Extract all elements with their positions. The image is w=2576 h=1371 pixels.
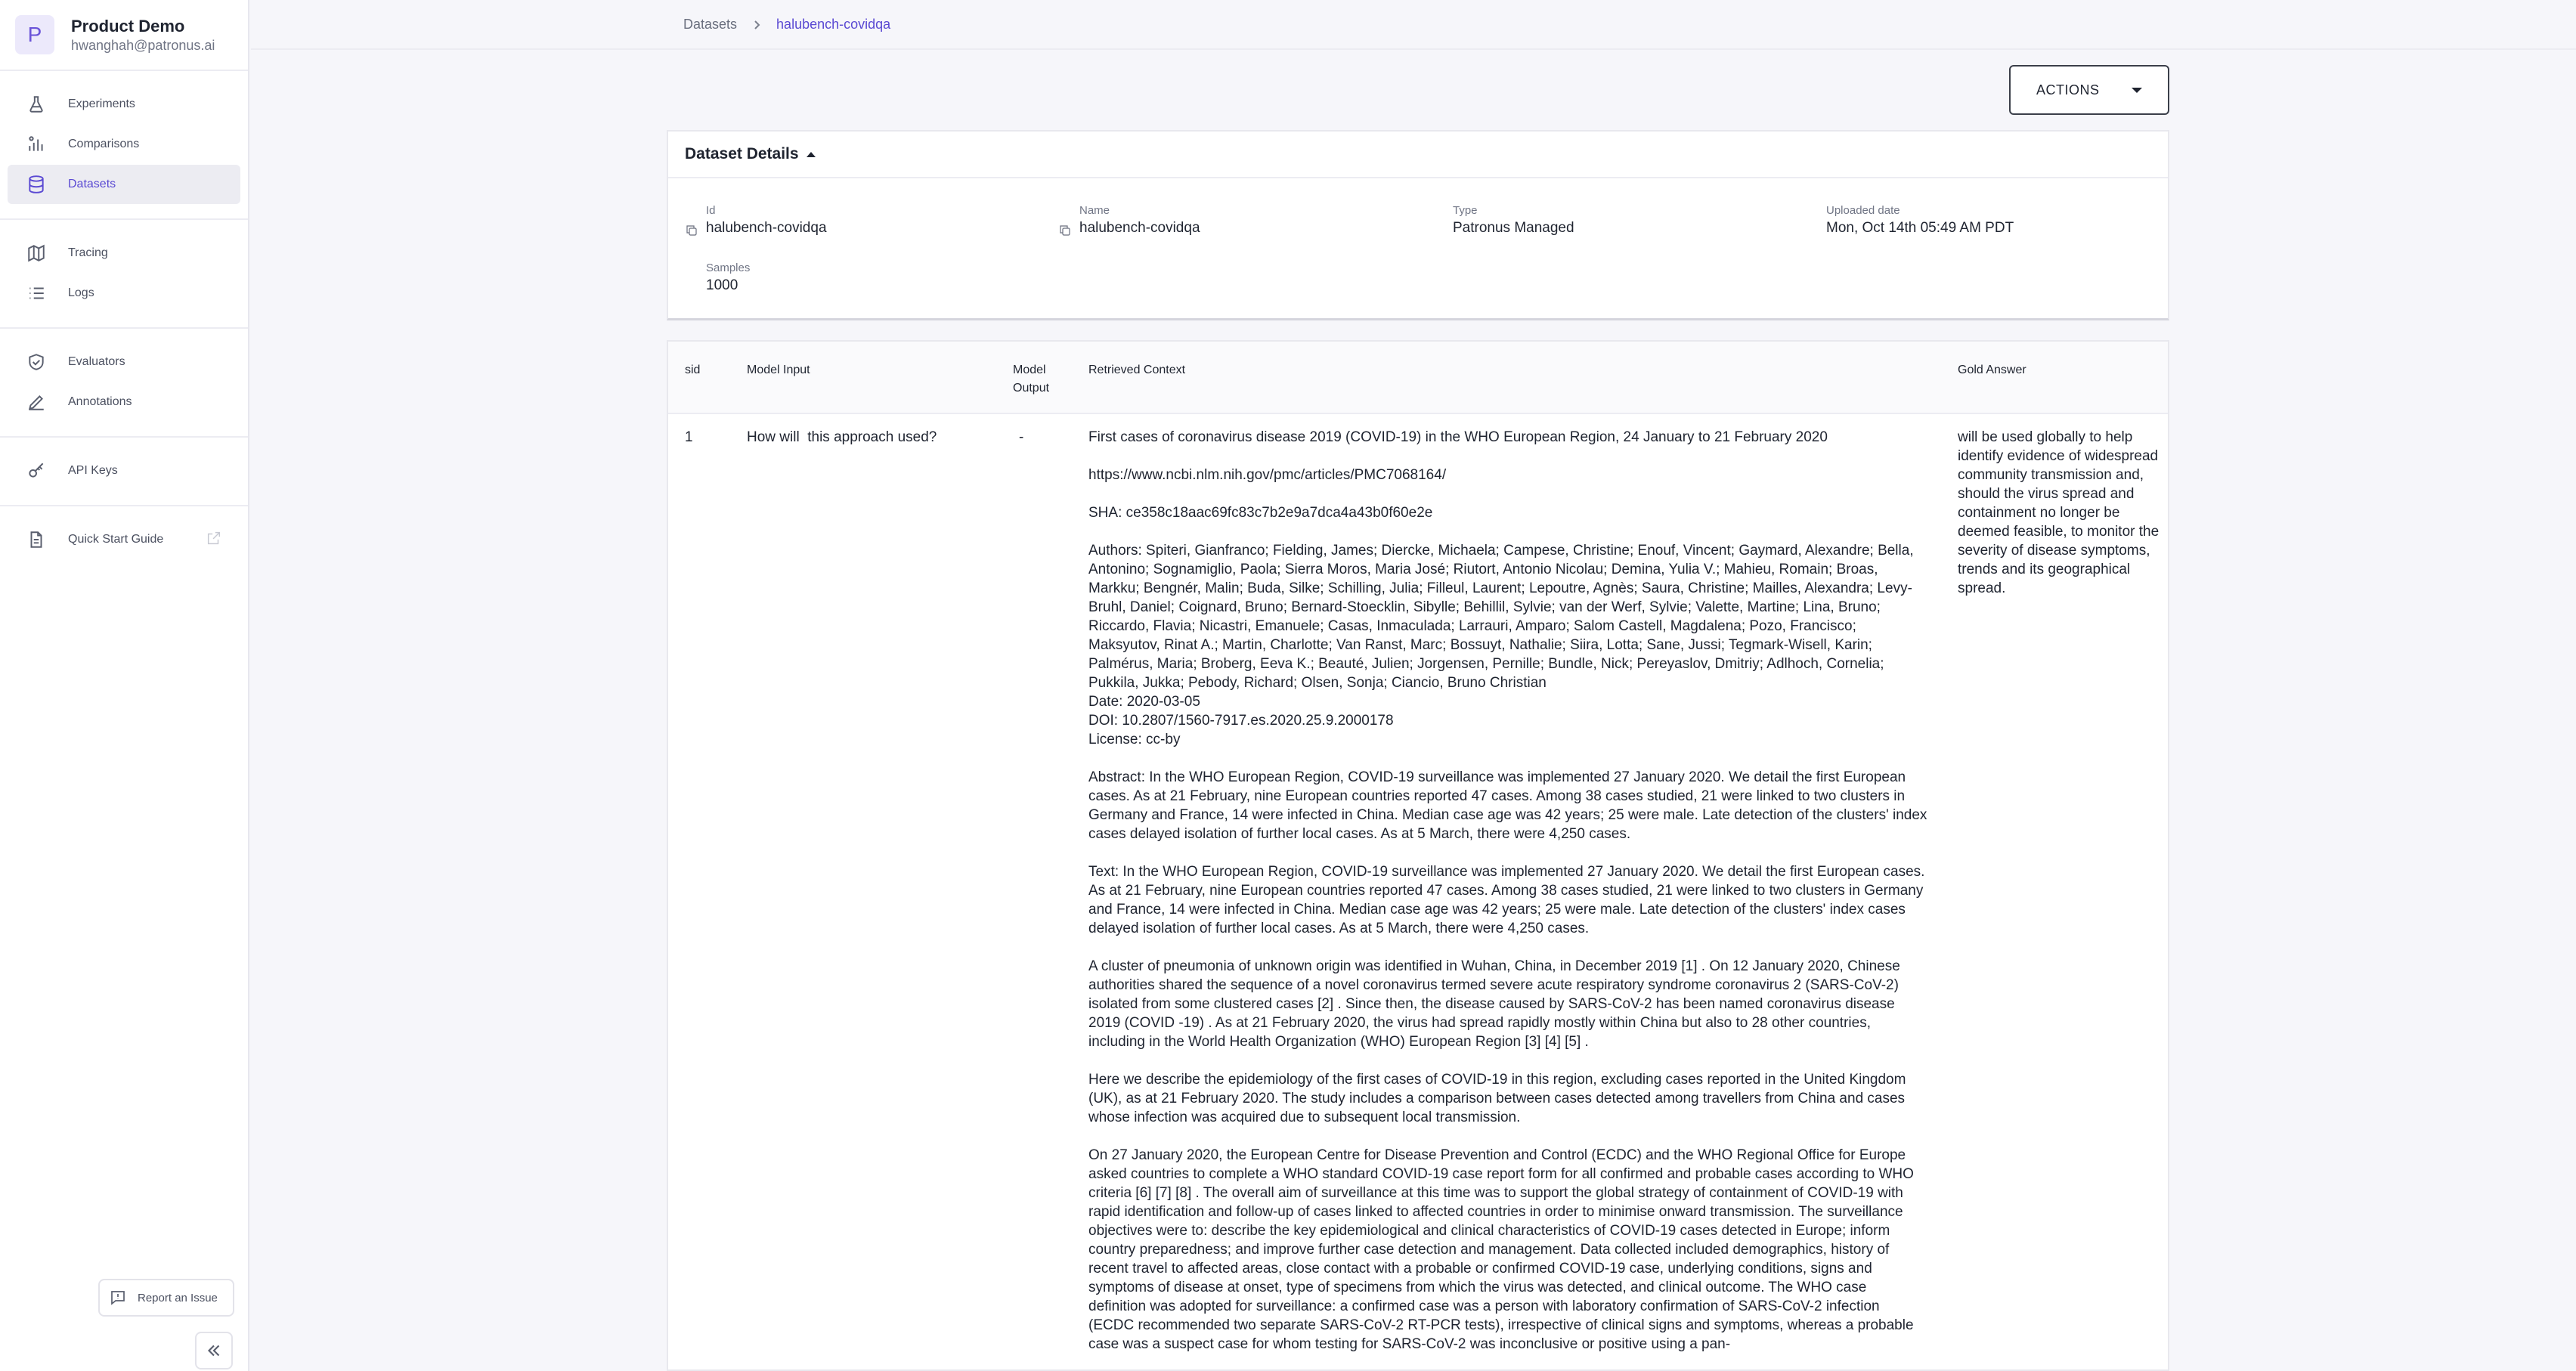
field-value: halubench-covidqa — [1079, 220, 1200, 236]
sidebar-item-label: Tracing — [68, 246, 108, 259]
context-paragraph: Authors: Spiteri, Gianfranco; Fielding, James; Diercke, Michaela; Campese, Christine; Enouf, Vincent; Gaymard, Alexandre; Bella, Antonino; Sognamiglio, Paola; Sierra Moros, Maria José; Riutort, Antonio Nicolau; Demina, Yulia V.; Mahieu, Romain; Broas, Markku; Bengnér, Malin; Buda, Silke; Schilling, Julia; Filleul, Laurent; Lepoutre, Agnès; Saura, Christine; Mailles, Alexandra; Levy-Bruhl, Daniel; Coignard, Bruno; Bernard-Stoecklin, Sibylle; Behillil, Sylvie; van der Werf, Sylvie; Valette, Martine; Lina, Bruno; Riccardo, Flavia; Nicastri, Emanuele; Casas, Inmaculada; Larrauri, Amparo; Salom Castell, Magdalena; Pozo, Francisco; Maksyutov, Rinat A.; Martin, Charlotte; Van Ranst, Marc; Bossuyt, Nathalie; Siira, Lotta; Sane, Jussi; Tegmark-Wisell, Karin; Palmérus, Maria; Broberg, Eeva K.; Beauté, Julien; Jorgensen, Pernille; Bundle, Nick; Pereyaslov, Dmitriy; Adlhoch, Cornelia; Pukkila, Jukka; Pebody, Richard; Olsen, Sonja; Ciancio, Bruno Christian Date: 2020-03-05 DOI: 10.2807/1560-7917.es.2020.25.9.2000178 License: cc-by — [1088, 543, 1914, 747]
field-label: Type — [1453, 204, 1478, 217]
field-samples — [706, 262, 750, 294]
user-email: hwanghah@patronus.ai — [71, 37, 215, 53]
cell-model-output: - — [1019, 429, 1024, 445]
field-label: Uploaded date — [1826, 204, 1900, 217]
chevron-right-icon — [751, 17, 763, 32]
copy-icon[interactable] — [1058, 224, 1072, 241]
context-paragraph: Here we describe the epidemiology of the first cases of COVID-19 in this region, excluding cases reported in the United Kingdom (UK), as at 21 February 2020. The study includes a comparison between cases detected among travellers from China and cases whose infection was acquired due to subsequent local transmission. — [1088, 1072, 1906, 1125]
dataset-details-toggle[interactable] — [668, 132, 2168, 178]
nav-group-observability — [0, 218, 248, 327]
field-value: Patronus Managed — [1453, 220, 1574, 236]
sidebar-item-label: Comparisons — [68, 138, 140, 150]
list-icon — [26, 283, 47, 304]
column-header-model-input[interactable]: Model Input — [747, 364, 810, 376]
breadcrumb-datasets[interactable]: Datasets — [683, 16, 738, 32]
sidebar-item-evaluators[interactable] — [8, 342, 240, 382]
sidebar-item-label: Annotations — [68, 395, 132, 408]
sidebar-item-label: Datasets — [68, 178, 116, 190]
database-icon — [26, 174, 47, 195]
sidebar-item-datasets[interactable] — [8, 165, 240, 204]
context-paragraph: First cases of coronavirus disease 2019 (COVID-19) in the WHO European Region, 24 January to 21 February 2020 — [1088, 429, 1828, 445]
field-uploaded-date — [1826, 204, 2014, 237]
context-paragraph: On 27 January 2020, the European Centre for Disease Prevention and Control (ECDC) and the WHO Regional Office for Europe asked countries to complete a WHO standard COVID-19 case report form for all confirmed and probable cases according to WHO criteria [6] [7] [8] . The overall aim of surveillance at this time was to support the global strategy of containment of COVID-19 with rapid identification and follow-up of cases linked to affected countries in order to minimise onward transmission. The surveillance objectives were to: describe the key epidemiological and clinical characteristics of COVID-19 cases detected in Europe; inform country preparedness; and improve further case detection and management. Data collected included demographics, history of recent travel to affected areas, close contact with a probable or confirmed COVID-19 case, underlying conditions, signs and symptoms of disease at onset, type of specimens from which the virus was detected, and clinical outcome. The WHO case definition was adopted for surveillance: a confirmed case was a person with laboratory confirmation of SARS-CoV-2 infection (ECDC recommended two separate SARS-CoV-2 RT-PCR tests), irrespective of clinical signs and symptoms, whereas a probable case was a suspect case for whom testing for SARS-CoV-2 was inconclusive or positive using a pan- — [1088, 1147, 1914, 1352]
field-id — [706, 204, 827, 237]
caret-down-icon — [2132, 88, 2142, 93]
shield-icon — [26, 351, 47, 373]
sidebar-item-label: Logs — [68, 286, 94, 299]
sidebar-item-logs[interactable] — [8, 274, 240, 313]
sidebar-item-tracing[interactable] — [8, 234, 240, 273]
dataset-details-card — [667, 130, 2169, 320]
nav-group-help — [0, 505, 248, 574]
context-paragraph: Abstract: In the WHO European Region, COVID-19 surveillance was implemented 27 January 2020. We detail the first European cases. As at 21 February, nine European countries reported 47 cases. Among 38 cases studied, 21 were linked to two clusters in Germany and France, 14 were infected in China. Median case age was 42 years; 25 were male. Late detection of the clusters' index cases delayed isolation of further local cases. As at 5 March, there were 4,250 cases. — [1088, 769, 1927, 842]
breadcrumb — [251, 0, 2576, 50]
nav-group-analysis — [0, 70, 248, 218]
sidebar-item-label: Quick Start Guide — [68, 533, 164, 546]
copy-icon[interactable] — [685, 224, 698, 241]
sidebar-item-label: Evaluators — [68, 355, 125, 368]
sidebar-item-experiments[interactable] — [8, 85, 240, 124]
cell-gold-answer: will be used globally to help identify evidence of widespread community transmission and, should the virus spread and containment no longer be deemed feasible, to monitor the severity of disease symptoms, trends and its geographical spread. — [1958, 429, 2160, 596]
collapse-sidebar-button[interactable] — [195, 1332, 233, 1369]
column-header-retrieved-context[interactable]: Retrieved Context — [1088, 364, 1186, 376]
breadcrumb-current: halubench-covidqa — [776, 16, 891, 32]
sidebar-item-comparisons[interactable] — [8, 125, 240, 164]
cell-model-input: How will this approach used? — [747, 429, 937, 445]
dataset-table — [667, 340, 2169, 1371]
chevrons-left-icon — [204, 1341, 224, 1360]
message-alert-icon — [109, 1289, 127, 1307]
key-icon — [26, 460, 47, 481]
field-value: halubench-covidqa — [706, 220, 827, 236]
column-header-sid[interactable]: sid — [685, 364, 701, 376]
report-issue-label: Report an Issue — [138, 1291, 218, 1304]
field-label: Name — [1079, 204, 1110, 217]
sidebar-item-api-keys[interactable] — [8, 451, 240, 491]
dataset-details-title: Dataset Details — [685, 145, 799, 162]
cell-sid: 1 — [685, 429, 693, 445]
table-header — [668, 342, 2168, 414]
context-paragraph: https://www.ncbi.nlm.nih.gov/pmc/articles/PMC7068164/ — [1088, 467, 1447, 483]
context-paragraph: A cluster of pneumonia of unknown origin was identified in Wuhan, China, in December 2019 [1] . On 12 January 2020, Chinese authorities shared the sequence of a novel coronavirus termed severe acute respiratory syndrome coronavirus 2 (SARS-CoV-2) isolated from some clustered cases [2] . Since then, the disease caused by SARS-CoV-2 has been named coronavirus disease 2019 (COVID -19) . As at 21 February 2020, the virus had spread rapidly mostly within China but also to 28 other countries, including in the World Health Organization (WHO) European Region [3] [4] [5] . — [1088, 958, 1900, 1050]
field-value: Mon, Oct 14th 05:49 AM PDT — [1826, 220, 2014, 236]
nav-group-settings — [0, 436, 248, 505]
nav-group-evaluation — [0, 327, 248, 436]
external-link-icon — [206, 530, 222, 550]
org-avatar: P — [15, 15, 54, 54]
sidebar — [0, 0, 249, 1371]
actions-label: ACTIONS — [2036, 82, 2100, 97]
sidebar-item-annotations[interactable] — [8, 382, 240, 422]
map-icon — [26, 243, 47, 264]
org-name: Product Demo — [71, 16, 185, 36]
document-icon — [26, 529, 47, 550]
caret-up-icon — [807, 152, 816, 157]
sidebar-item-label: Experiments — [68, 97, 135, 110]
context-paragraph: Text: In the WHO European Region, COVID-19 surveillance was implemented 27 January 2020. We detail the first European cases. As at 21 February, nine European countries reported 47 cases. Among 38 cases studied, 21 were linked to two clusters in Germany and France, 14 were infected in China. Median case age was 42 years; 25 were male. Late detection of the clusters' index cases delayed isolation of further local cases. As at 5 March, there were 4,250 cases. — [1088, 864, 1925, 936]
column-header-gold-answer[interactable]: Gold Answer — [1958, 364, 2026, 376]
field-value: 1000 — [706, 277, 738, 293]
context-paragraph: SHA: ce358c18aac69fc83c7b2e9a7dca4a43b0f60e2e — [1088, 505, 1433, 521]
actions-dropdown-button[interactable] — [2009, 65, 2169, 115]
field-label: Id — [706, 204, 716, 217]
org-switcher[interactable] — [0, 0, 248, 70]
pen-icon — [26, 391, 47, 413]
sidebar-item-label: API Keys — [68, 464, 118, 477]
field-type — [1453, 204, 1574, 237]
field-name — [1079, 204, 1200, 237]
column-header-model-output[interactable]: Model Output — [1013, 364, 1050, 395]
sidebar-item-quick-start-guide[interactable] — [8, 520, 240, 559]
cell-retrieved-context — [1088, 428, 1927, 1371]
report-issue-button[interactable] — [98, 1279, 234, 1317]
bar-chart-icon — [26, 134, 47, 155]
field-label: Samples — [706, 262, 751, 274]
flask-icon — [26, 94, 47, 115]
